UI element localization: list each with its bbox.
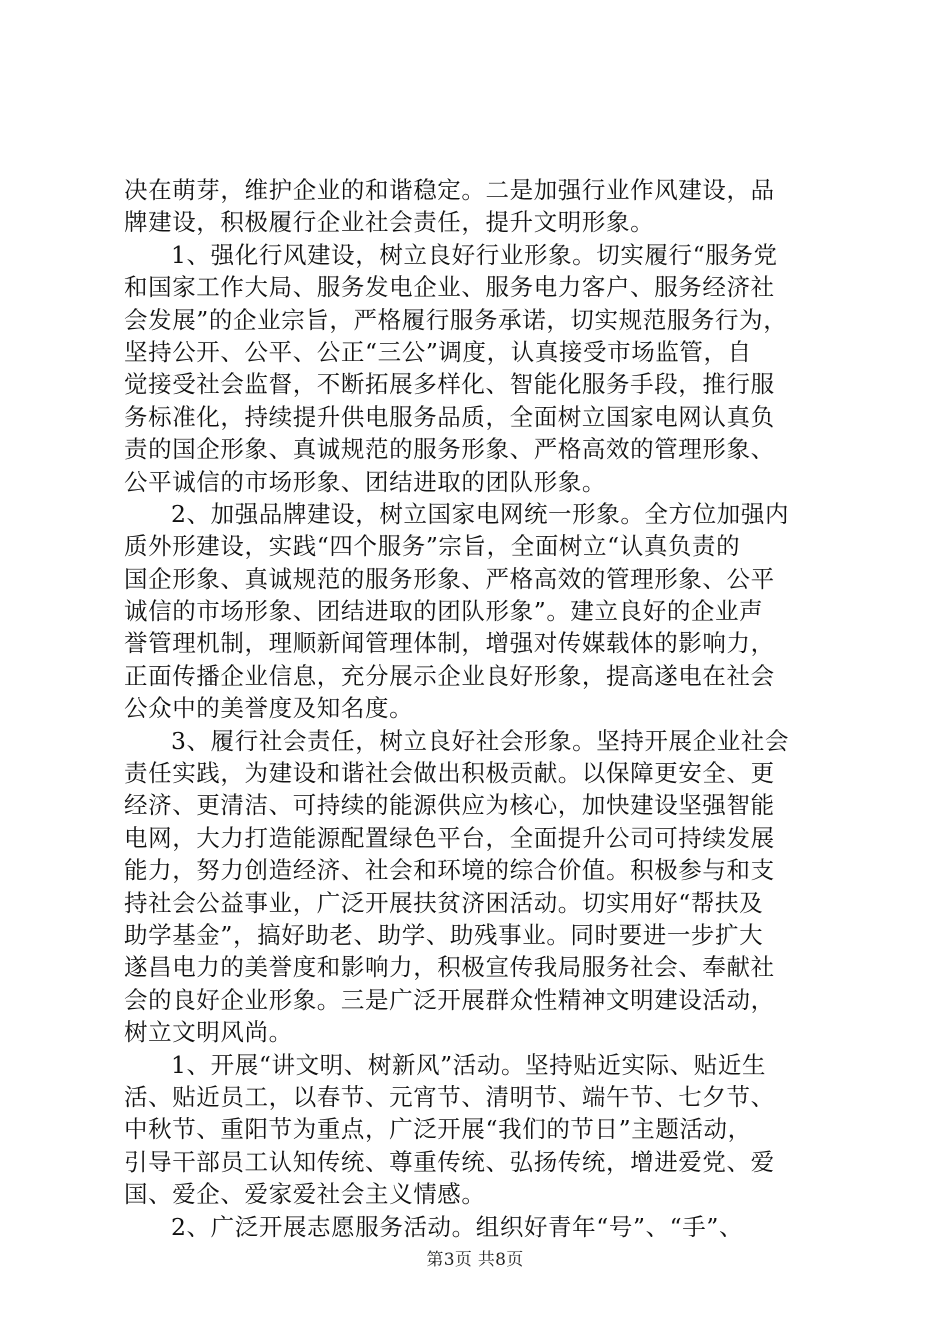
text-line: 觉接受社会监督，不断拓展多样化、智能化服务手段，推行服	[124, 370, 775, 399]
text-line: 和国家工作大局、服务发电企业、服务电力客户、服务经济社	[124, 273, 775, 302]
paragraph-start-line: 1、开展“讲文明、树新风”活动。坚持贴近实际、贴近生	[171, 1050, 767, 1079]
text-line: 助学基金”，搞好助老、助学、助残事业。同时要进一步扩大	[124, 920, 764, 949]
paragraph-start-line: 2、广泛开展志愿服务活动。组织好青年“号”、“手”、	[171, 1212, 744, 1241]
paragraph-start-line: 2、加强品牌建设，树立国家电网统一形象。全方位加强内	[171, 499, 790, 528]
body-text	[124, 174, 836, 1243]
text-line: 决在萌芽，维护企业的和谐稳定。二是加强行业作风建设，品	[124, 176, 775, 204]
text-line: 引导干部员工认知传统、尊重传统、弘扬传统，增进爱党、爱	[124, 1147, 775, 1176]
paragraph-start-line: 3、履行社会责任，树立良好社会形象。坚持开展企业社会	[171, 726, 790, 755]
text-line: 电网，大力打造能源配置绿色平台，全面提升公司可持续发展	[124, 823, 775, 852]
text-line: 公平诚信的市场形象、团结进取的团队形象。	[124, 467, 606, 496]
text-line: 公众中的美誉度及知名度。	[124, 694, 414, 723]
text-line: 质外形建设，实践“四个服务”宗旨，全面树立“认真负责的	[124, 532, 741, 561]
text-line: 责的国企形象、真诚规范的服务形象、严格高效的管理形象、	[124, 435, 775, 464]
text-line: 能力，努力创造经济、社会和环境的综合价值。积极参与和支	[124, 856, 775, 885]
text-line: 持社会公益事业，广泛开展扶贫济困活动。切实用好“帮扶及	[124, 888, 764, 917]
text-line: 活、贴近员工，以春节、元宵节、清明节、端午节、七夕节、	[124, 1082, 775, 1111]
text-line: 正面传播企业信息，充分展示企业良好形象，提高遂电在社会	[124, 661, 775, 690]
text-line: 中秋节、重阳节为重点，广泛开展“我们的节日”主题活动，	[124, 1115, 752, 1144]
text-line: 国、爱企、爱家爱社会主义情感。	[124, 1180, 486, 1209]
text-line: 树立文明风尚。	[124, 1018, 293, 1047]
text-line: 经济、更清洁、可持续的能源供应为核心，加快建设坚强智能	[124, 791, 775, 820]
text-line: 会的良好企业形象。三是广泛开展群众性精神文明建设活动，	[124, 985, 775, 1014]
text-line: 诚信的市场形象、团结进取的团队形象”。建立良好的企业声	[124, 597, 764, 626]
text-line: 坚持公开、公平、公正“三公”调度，认真接受市场监管，自	[124, 337, 752, 366]
text-line: 国企形象、真诚规范的服务形象、严格高效的管理形象、公平	[124, 564, 775, 593]
page-number-footer: 第3页 共8页	[426, 1250, 524, 1270]
text-line: 责任实践，为建设和谐社会做出积极贡献。以保障更安全、更	[124, 759, 775, 788]
text-line: 务标准化，持续提升供电服务品质，全面树立国家电网认真负	[124, 402, 775, 431]
text-line: 会发展”的企业宗旨，严格履行服务承诺，切实规范服务行为，	[124, 305, 788, 334]
text-line: 牌建设，积极履行企业社会责任，提升文明形象。	[124, 208, 655, 237]
paragraph-start-line: 1、强化行风建设，树立良好行业形象。切实履行“服务党	[171, 240, 778, 269]
text-line: 誉管理机制，理顺新闻管理体制，增强对传媒载体的影响力，	[124, 629, 775, 658]
text-line: 遂昌电力的美誉度和影响力，积极宣传我局服务社会、奉献社	[124, 953, 775, 982]
